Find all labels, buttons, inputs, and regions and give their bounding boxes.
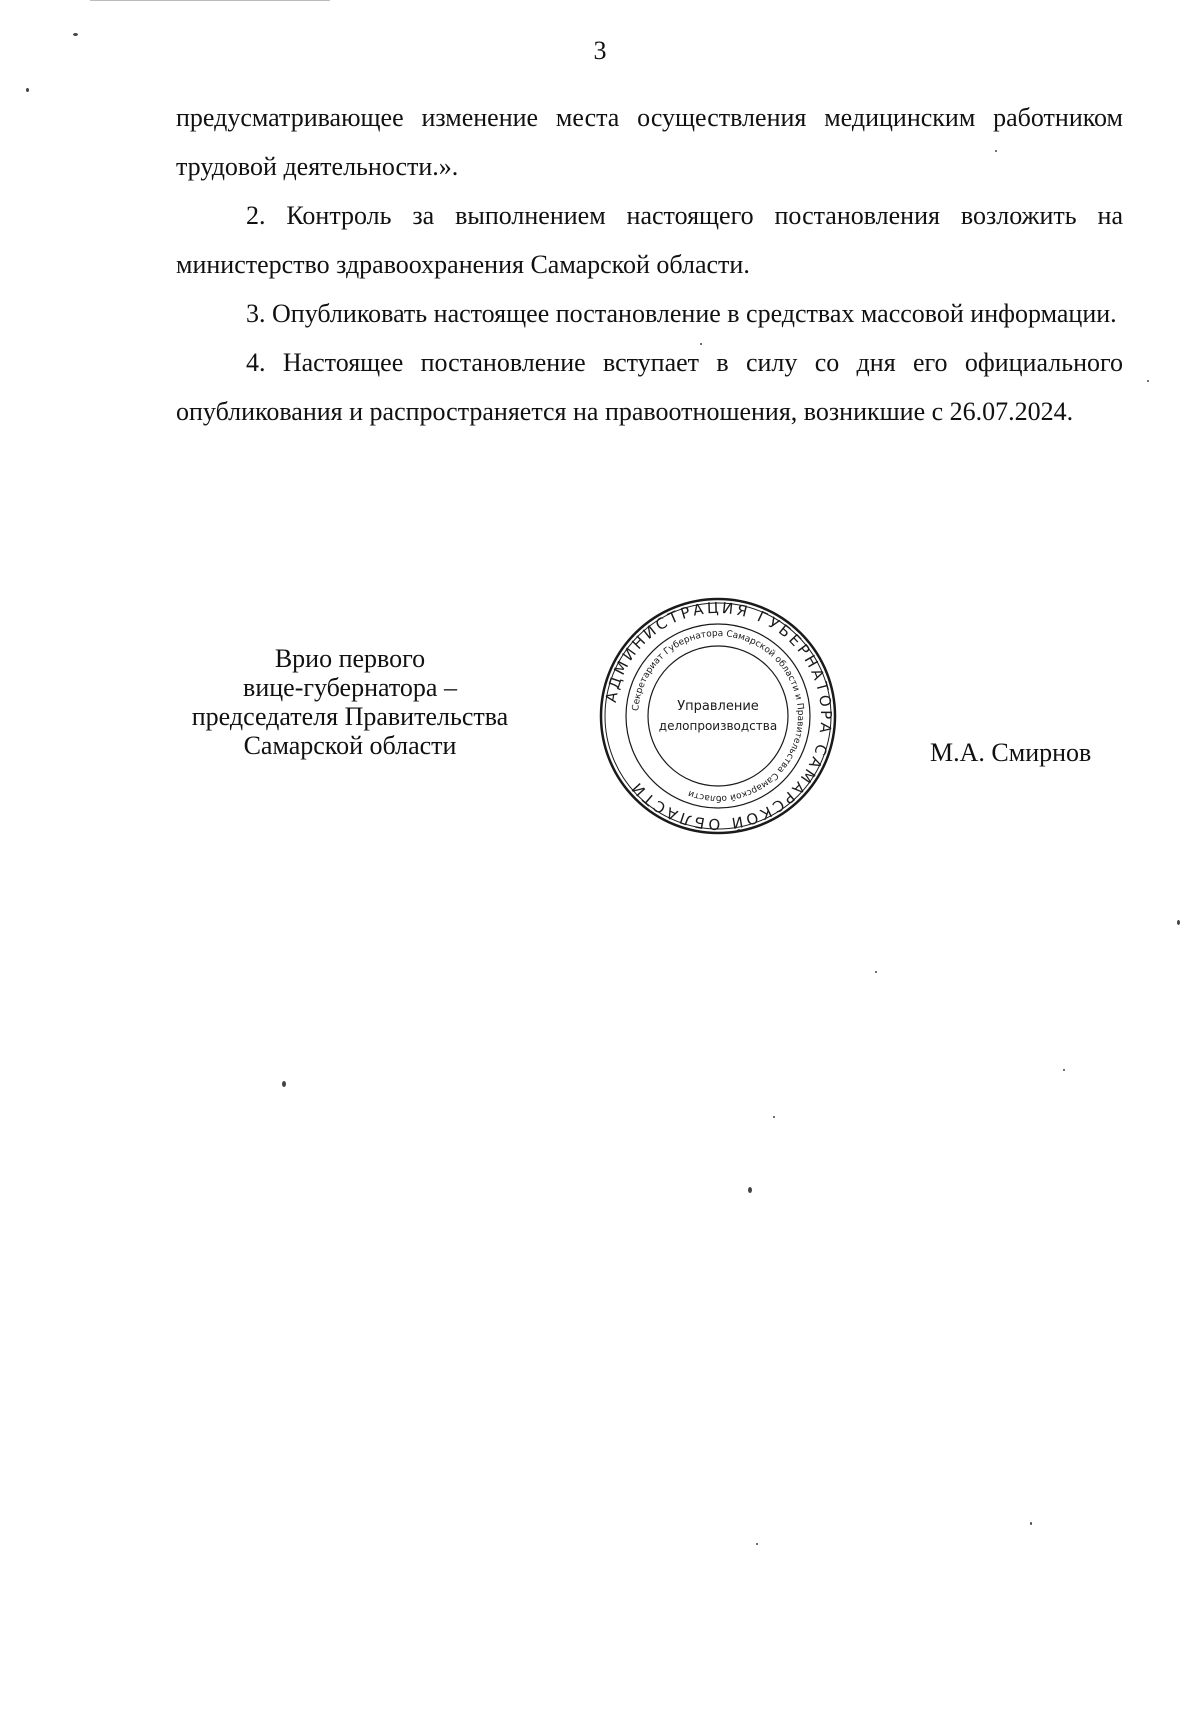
scan-speck [995, 150, 997, 152]
stamp-center-line-2: делопроизводства [658, 719, 778, 733]
signatory-title-line: Самарской области [243, 731, 457, 760]
stamp-center-line-1: Управление [677, 699, 759, 714]
scan-speck [1063, 1069, 1065, 1071]
document-body [176, 93, 1123, 436]
scan-speck [748, 1187, 752, 1193]
stamp-outer-text: АДМИНИСТРАЦИЯ ГУБЕРНАТОРА САМАРСКОЙ ОБЛАСТИ [601, 598, 836, 834]
scan-speck [773, 1116, 775, 1118]
stamp-middle-circle [626, 624, 810, 808]
signatory-title-line: вице-губернатора – [243, 673, 457, 702]
paragraph-continuation: предусматривающее изменение места осуществления медицинским работником трудовой деятельности.». [176, 103, 1123, 181]
scan-speck [1177, 920, 1180, 925]
scan-speck [1147, 380, 1149, 382]
paragraph-item-4: 4. Настоящее постановление вступает в силу со дня его официального опубликования и распространяется на правоотношения, возникшие с 26.07.2024. [176, 348, 1123, 426]
signatory-title-line: председателя Правительства [191, 702, 509, 731]
scan-speck [756, 1543, 758, 1545]
scan-edge-line [90, 0, 330, 1]
scan-speck [700, 343, 702, 345]
paragraph-item-2: 2. Контроль за выполнением настоящего постановления возложить на министерство здравоохранения Самарской области. [176, 201, 1123, 279]
stamp-inner-ring-text: Секретариат Губернатора Самарской области и Правительства Самарской области [631, 628, 806, 804]
signatory-name: М.А. Смирнов [930, 738, 1092, 767]
signatory-title-line: Врио первого [274, 644, 426, 673]
stamp-inner-circle [648, 646, 788, 786]
page-number: 3 [593, 36, 607, 65]
scan-speck [1030, 1522, 1032, 1525]
paragraph-item-3: 3. Опубликовать настоящее постановление в средствах массовой информации. [246, 299, 1117, 328]
scan-speck [26, 88, 29, 92]
official-seal-stamp [598, 596, 838, 836]
scan-speck [73, 33, 78, 36]
scan-speck [282, 1081, 286, 1087]
signatory-title [170, 644, 530, 760]
scan-speck [875, 971, 877, 973]
